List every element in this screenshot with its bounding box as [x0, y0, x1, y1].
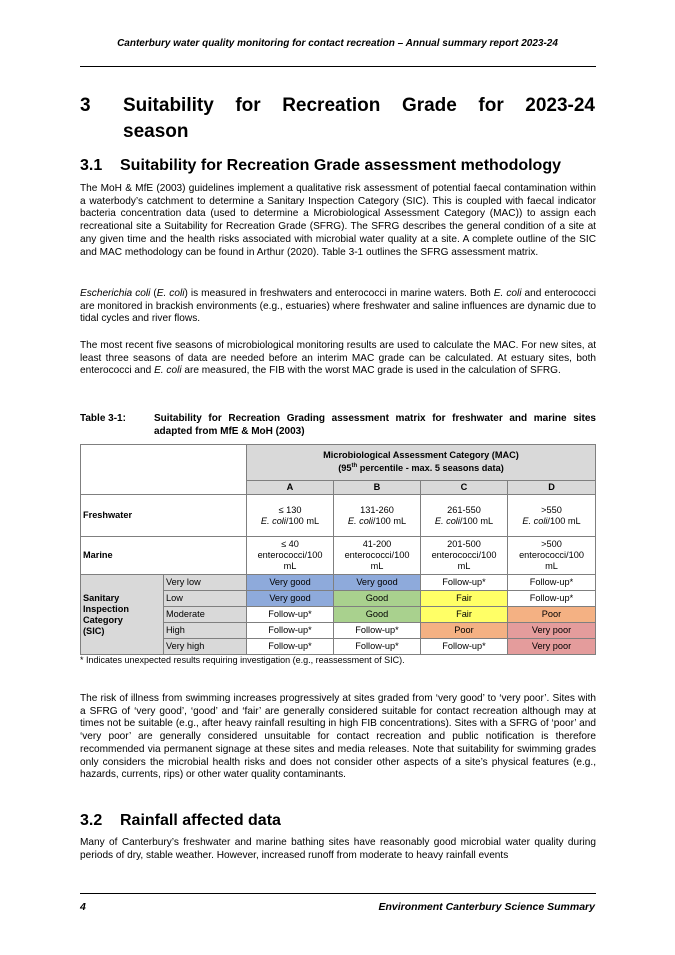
sic-label-line: Category — [83, 614, 123, 625]
sic-level-label: Moderate — [164, 607, 247, 623]
mac-header-line1: Microbiological Assessment Category (MAC) — [323, 450, 519, 461]
unit: /100 mL — [372, 515, 407, 526]
threshold: 131-260 — [360, 504, 394, 515]
grade-cell: Follow-up* — [508, 591, 596, 607]
marine-cell — [508, 537, 596, 575]
unit: enterococci/100 — [257, 550, 323, 560]
column-header-c: C — [421, 481, 508, 495]
unit: mL — [283, 561, 297, 571]
ecoli-abbr: E. coli — [493, 288, 522, 299]
grade-cell: Poor — [508, 607, 596, 623]
table-corner-cell — [81, 445, 247, 495]
grade-cell: Follow-up* — [334, 639, 421, 655]
header-rule — [80, 66, 596, 67]
grade-cell: Very good — [247, 575, 334, 591]
sic-label-line: Inspection — [83, 603, 129, 614]
unit: /100 mL — [547, 515, 581, 526]
subsection-title: Suitability for Recreation Grade assessment methodology — [120, 157, 561, 174]
column-header-a: A — [247, 481, 334, 495]
section-number: 3 — [80, 95, 91, 116]
sic-level-label: Very low — [164, 575, 247, 591]
threshold: 201-500 — [447, 539, 481, 549]
grade-cell: Follow-up* — [421, 639, 508, 655]
column-header-d: D — [508, 481, 596, 495]
grade-cell: Good — [334, 607, 421, 623]
mac-header — [247, 445, 596, 481]
section-title-line1: Suitability for Recreation Grade for 2023-24 — [123, 95, 595, 116]
grade-cell: Fair — [421, 591, 508, 607]
sic-level-label: Very high — [164, 639, 247, 655]
grade-cell: Follow-up* — [421, 575, 508, 591]
unit: enterococci/100 — [431, 550, 497, 560]
subsection-number: 3.1 — [80, 157, 103, 174]
ecoli-abbr: E. coli — [154, 365, 182, 377]
unit-organism: E. coli — [260, 515, 286, 526]
grade-cell: Good — [334, 591, 421, 607]
grade-cell: Very good — [247, 591, 334, 607]
table-footnote: * Indicates unexpected results requiring investigation (e.g., reassessment of SIC). — [80, 655, 405, 665]
threshold: ≤ 40 — [281, 539, 299, 549]
mac-header-line2: (95 — [338, 463, 352, 474]
freshwater-row-label: Freshwater — [81, 495, 247, 537]
unit: mL — [457, 561, 471, 571]
text-run: ) is measured in freshwaters and enterococci in marine waters. Both — [184, 288, 494, 299]
paragraph-mac-calculation — [80, 340, 596, 378]
threshold: >550 — [541, 504, 562, 515]
section-title-line2: season — [123, 121, 189, 142]
text-run: The most recent five seasons of microbiological monitoring results are used to calculate the MAC. For new sites, at least three seasons of data are needed before an interim MAC grade can be calculated. At estuary sites, both enterococci and — [80, 340, 596, 377]
threshold: ≤ 130 — [278, 504, 302, 515]
grade-cell: Very poor — [508, 623, 596, 639]
page-number: 4 — [80, 901, 86, 913]
sic-label-line: Sanitary — [83, 592, 120, 603]
grade-cell: Follow-up* — [247, 607, 334, 623]
marine-row-label: Marine — [81, 537, 247, 575]
unit: mL — [370, 561, 384, 571]
sic-label-line: (SIC) — [83, 625, 105, 636]
grade-cell: Follow-up* — [334, 623, 421, 639]
sic-level-label: Low — [164, 591, 247, 607]
footer-title: Environment Canterbury Science Summary — [378, 901, 595, 913]
column-header-b: B — [334, 481, 421, 495]
unit-organism: E. coli — [434, 515, 460, 526]
ecoli-abbr: E. coli — [156, 288, 185, 299]
table-caption-label: Table 3-1: — [80, 413, 126, 424]
freshwater-cell — [421, 495, 508, 537]
threshold: >500 — [541, 539, 562, 549]
marine-cell — [334, 537, 421, 575]
superscript: th — [351, 463, 358, 470]
table-caption-text: Suitability for Recreation Grading assessment matrix for freshwater and marine sites adapted from MfE & MoH (2003) — [154, 413, 596, 437]
freshwater-cell — [334, 495, 421, 537]
running-header: Canterbury water quality monitoring for contact recreation – Annual summary report 2023-24 — [117, 38, 558, 49]
grade-cell: Very poor — [508, 639, 596, 655]
grade-cell: Follow-up* — [247, 623, 334, 639]
mac-header-line2: percentile - max. 5 seasons data) — [357, 463, 504, 474]
paragraph-methodology: The MoH & MfE (2003) guidelines implement a qualitative risk assessment of potential faecal contamination within a waterbody’s catchment to determine a Sanitary Inspection Category (SIC). This is coupled with faecal indicator bacteria concentration data (used to determine a Microbiological Assessment Category (MAC)) to assign each recreational site a Suitability for Recreation Grade (SFRG). The SFRG describes the general condition of a site at any given time and the health risks associated with microbial water quality at a site. A complete outline of the SIC and MAC methodology can be found in Arthur (2020). Table 3-1 outlines the SFRG assessment matrix. — [80, 183, 596, 258]
sic-level-label: High — [164, 623, 247, 639]
grade-cell: Follow-up* — [508, 575, 596, 591]
grade-cell: Fair — [421, 607, 508, 623]
paragraph-risk-grades: The risk of illness from swimming increases progressively at sites graded from ‘very good’ to ‘very poor’. Sites with a SFRG of ‘very good’, ‘good’ and ‘fair’ are generally considered suitable for contact recreation although may at times not be suitable (e.g., after heavy rainfall resulting in high FIB concentrations). Sites with a SFRG of ‘poor’ and ‘very poor’ are generally considered unsuitable for contact recreation and public notification is therefore recommended via permanent signage at these sites and media releases. Note that suitability for swimming grades only considers the microbial health risks and does not consider other aspects of a site’s physical features (e.g., hazards, currents, rips) or other water quality contaminants. — [80, 693, 596, 781]
unit: /100 mL — [285, 515, 320, 526]
grade-cell: Poor — [421, 623, 508, 639]
sic-row-group-label — [81, 575, 164, 655]
marine-cell — [247, 537, 334, 575]
subsection-title: Rainfall affected data — [120, 812, 281, 829]
freshwater-cell — [247, 495, 334, 537]
marine-cell — [421, 537, 508, 575]
paragraph-indicators — [80, 288, 596, 326]
footer-rule — [80, 893, 596, 894]
paragraph-rainfall: Many of Canterbury’s freshwater and marine bathing sites have reasonably good microbial water quality during periods of dry, stable weather. However, increased runoff from moderate to heavy rainfall events — [80, 837, 596, 861]
text-run: are measured, the FIB with the worst MAC grade is used in the calculation of SFRG. — [181, 365, 561, 377]
unit: mL — [545, 561, 558, 571]
threshold: 41-200 — [362, 539, 392, 549]
unit-organism: E. coli — [522, 515, 548, 526]
subsection-number: 3.2 — [80, 812, 103, 829]
freshwater-cell — [508, 495, 596, 537]
grade-cell: Follow-up* — [247, 639, 334, 655]
text-run: and enterococci are monitored in brackish environments (e.g., estuaries) where freshwater and saline influences are dynamic due to tidal cycles and river flows. — [80, 288, 597, 325]
sfrg-matrix-table — [80, 444, 596, 655]
unit: enterococci/100 — [519, 550, 584, 560]
unit-organism: E. coli — [347, 515, 373, 526]
threshold: 261-550 — [447, 504, 481, 515]
unit: /100 mL — [459, 515, 494, 526]
grade-cell: Very good — [334, 575, 421, 591]
text-run: ( — [150, 288, 157, 299]
ecoli-full-term: Escherichia coli — [80, 288, 151, 299]
unit: enterococci/100 — [344, 550, 410, 560]
